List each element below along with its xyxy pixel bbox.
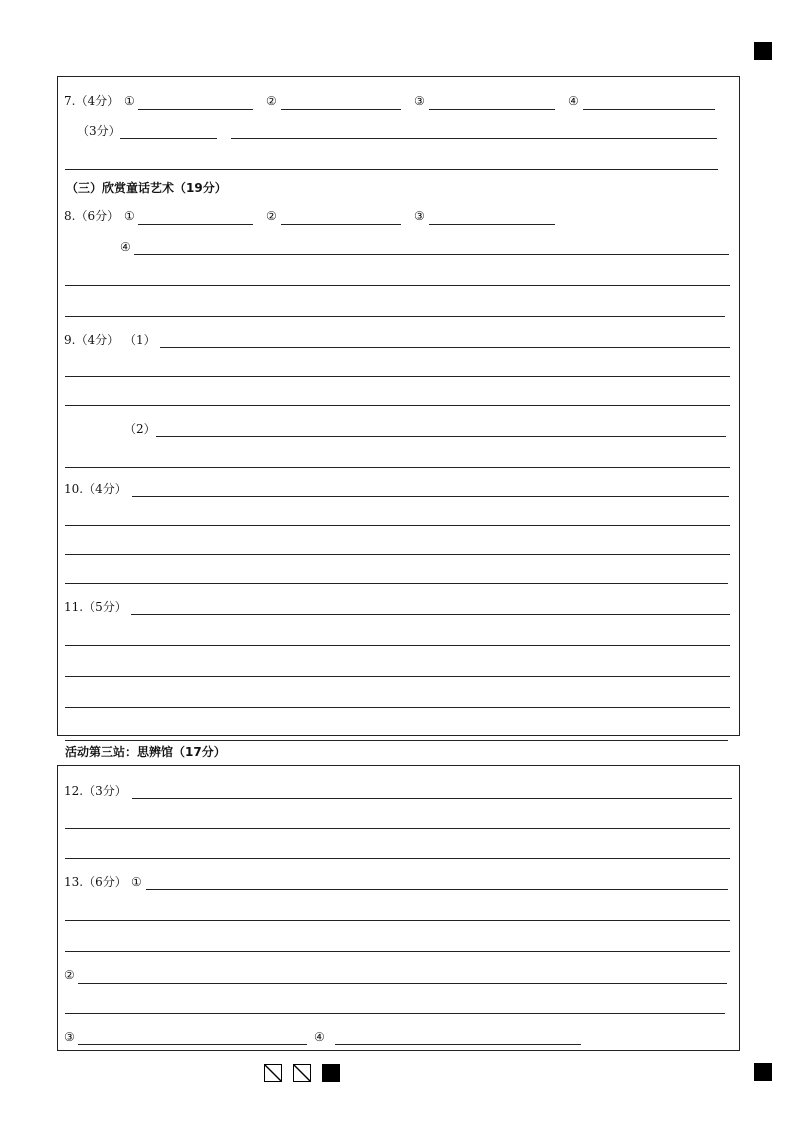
q7-sub-blank-long[interactable] (231, 138, 717, 139)
q10-blank[interactable] (132, 496, 729, 497)
q13-blank-3[interactable] (78, 1044, 307, 1045)
q8-circle-3: ③ (414, 209, 425, 223)
q7-answer-line[interactable] (65, 169, 718, 170)
q7-circle-4: ④ (568, 94, 579, 108)
q7-label: 7.（4分） (64, 94, 120, 108)
q13-label: 13.（6分） (64, 875, 127, 889)
page-marker-hatched-1 (264, 1064, 282, 1082)
q7-circle-3: ③ (414, 94, 425, 108)
q13-answer-line-1[interactable] (65, 920, 730, 921)
q13-circle-3: ③ (64, 1030, 75, 1044)
q13-answer-line-3[interactable] (65, 1013, 725, 1014)
q13-blank-4[interactable] (335, 1044, 581, 1045)
q8-answer-line-1[interactable] (65, 285, 730, 286)
q8-blank-2[interactable] (281, 224, 401, 225)
q11-answer-line-3[interactable] (65, 707, 730, 708)
q13-circle-2: ② (64, 968, 75, 982)
q7-blank-4[interactable] (583, 109, 715, 110)
q8-blank-1[interactable] (138, 224, 253, 225)
answer-box-upper (57, 76, 740, 736)
q11-answer-line-2[interactable] (65, 676, 730, 677)
q7-blank-1[interactable] (138, 109, 253, 110)
q7-sub-label: （3分） (77, 124, 121, 138)
q8-circle-4: ④ (120, 240, 131, 254)
q9-part-1: （1） (124, 333, 156, 347)
page-marker-solid (322, 1064, 340, 1082)
q9-answer-line-2[interactable] (65, 405, 730, 406)
q8-blank-3[interactable] (429, 224, 555, 225)
q10-answer-line-3[interactable] (65, 583, 728, 584)
section-separator (65, 740, 728, 741)
station-3-title: 活动第三站：思辨馆（17分） (65, 745, 226, 759)
q13-blank-2[interactable] (78, 983, 727, 984)
q12-label: 12.（3分） (64, 784, 127, 798)
q11-answer-line-1[interactable] (65, 645, 730, 646)
q8-circle-1: ① (124, 209, 135, 223)
q9-part-2-blank[interactable] (156, 436, 726, 437)
q12-answer-line-2[interactable] (65, 858, 730, 859)
q7-blank-3[interactable] (429, 109, 555, 110)
q8-circle-2: ② (266, 209, 277, 223)
q13-blank-1[interactable] (146, 889, 728, 890)
q7-sub-blank-short[interactable] (120, 138, 217, 139)
section-3-title: （三）欣赏童话艺术（19分） (66, 181, 227, 195)
q10-answer-line-1[interactable] (65, 525, 730, 526)
q10-answer-line-2[interactable] (65, 554, 730, 555)
q9-label: 9.（4分） (64, 333, 120, 347)
q9-answer-line-3[interactable] (65, 467, 730, 468)
q7-circle-2: ② (266, 94, 277, 108)
q11-label: 11.（5分） (64, 600, 127, 614)
q8-answer-line-2[interactable] (65, 316, 725, 317)
q13-circle-4: ④ (314, 1030, 325, 1044)
q7-circle-1: ① (124, 94, 135, 108)
q8-label: 8.（6分） (64, 209, 120, 223)
q9-part-2: （2） (124, 422, 156, 436)
registration-mark-bottom-right (754, 1063, 772, 1081)
answer-box-lower (57, 765, 740, 1051)
q11-blank[interactable] (131, 614, 730, 615)
q12-blank[interactable] (132, 798, 732, 799)
q13-answer-line-2[interactable] (65, 951, 730, 952)
page-marker-hatched-2 (293, 1064, 311, 1082)
q9-answer-line-1[interactable] (65, 376, 730, 377)
q8-blank-4[interactable] (134, 254, 729, 255)
registration-mark-top-right (754, 42, 772, 60)
q12-answer-line-1[interactable] (65, 828, 730, 829)
q7-blank-2[interactable] (281, 109, 401, 110)
q13-circle-1: ① (131, 875, 142, 889)
q10-label: 10.（4分） (64, 482, 127, 496)
q9-part-1-blank[interactable] (160, 347, 730, 348)
